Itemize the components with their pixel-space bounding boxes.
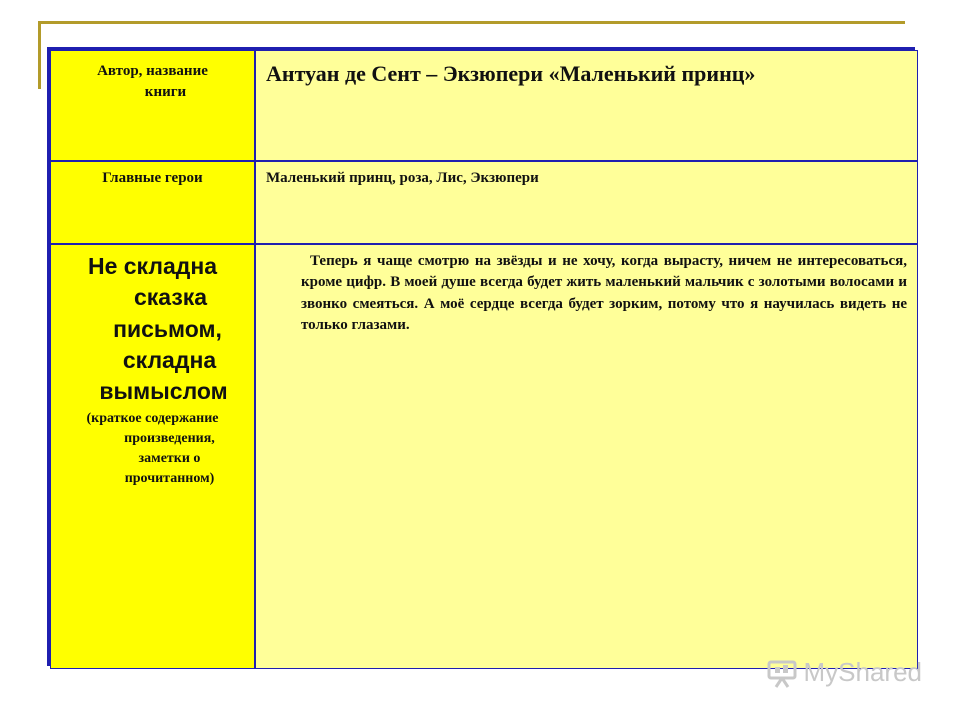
summary-note-line: (краткое содержание (86, 411, 219, 427)
summary-label (50, 244, 255, 669)
watermark-text: MyShared (803, 657, 922, 687)
summary-note-line: заметки о (138, 451, 201, 467)
summary-title-line: Не складна (87, 253, 218, 279)
decorative-left-line (38, 21, 41, 89)
main-characters-value: Маленький принц, роза, Лис, Экзюпери (255, 161, 918, 244)
summary-label-title (55, 251, 250, 407)
projector-icon (766, 658, 800, 688)
summary-title-line: вымыслом (99, 378, 228, 405)
summary-title-line: письмом, (113, 315, 222, 342)
author-title-value: Антуан де Сент – Экзюпери «Маленький принц» (255, 50, 918, 161)
summary-note-line: произведения, (124, 431, 215, 447)
summary-title-line: складна (122, 346, 217, 373)
author-title-label-line1: Автор, название (97, 63, 208, 79)
summary-value: Теперь я чаще смотрю на звёзды и не хочу, когда вырасту, ничем не интересоваться, кроме цифр. В моей душе всегда будет жить маленький мальчик с золотыми волосами и звонко смеяться. А моё сердце всегда будет зорким, потому что я научилась видеть не только глазами. (255, 244, 918, 669)
info-table (47, 47, 915, 666)
main-characters-label: Главные герои (50, 161, 255, 244)
author-title-label-line2: книги (144, 84, 187, 100)
summary-note-line: прочитанном) (124, 470, 215, 486)
watermark (766, 657, 923, 688)
decorative-top-line (40, 21, 905, 24)
summary-label-note (55, 409, 250, 489)
author-title-label (50, 50, 255, 161)
summary-title-line: сказка (133, 284, 208, 311)
